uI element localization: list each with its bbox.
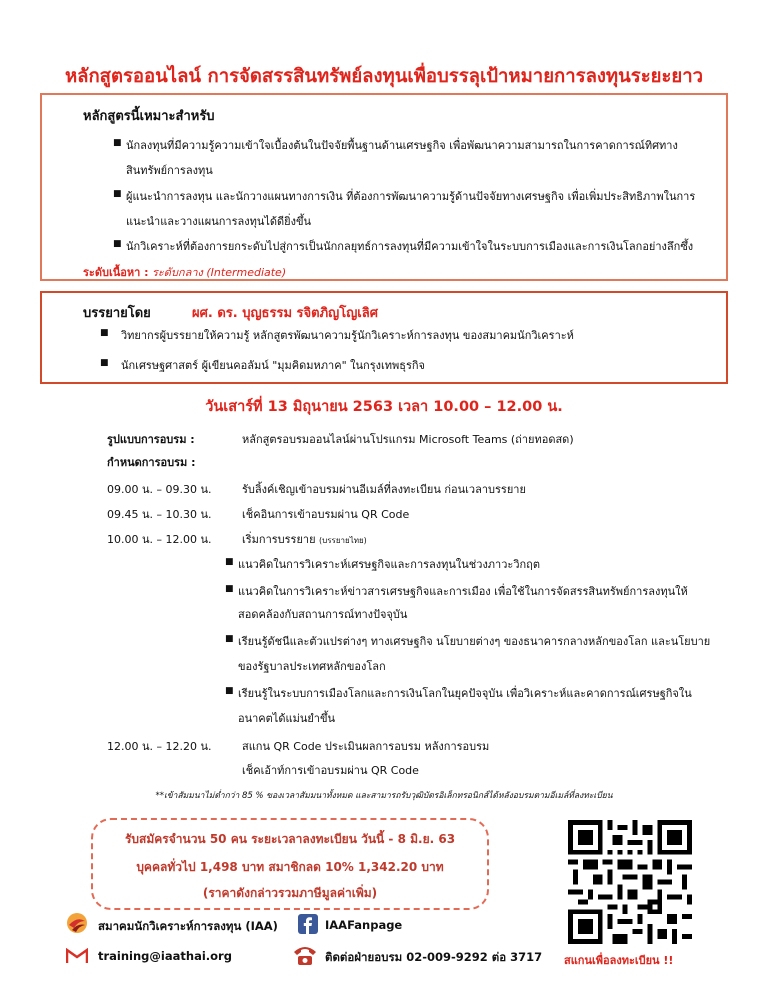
footer-email[interactable]: training@iaathai.org	[98, 949, 232, 963]
gmail-icon	[66, 948, 88, 964]
telephone-icon	[292, 944, 318, 966]
speaker-label: บรรยายโดย	[83, 306, 151, 321]
facebook-icon[interactable]	[298, 914, 318, 934]
bullet-icon: ■	[113, 138, 122, 148]
schedule-time: 09.45 น. – 10.30 น.	[107, 508, 212, 521]
attendance-note: **เข้าสัมมนาไม่ต่ำกว่า 85 % ของเวลาสัมมนาทั้งหมด และสามารถรับวุฒิบัตรอิเล็กทรอนิกส์ได้หลังอบรมตามอีเมล์ที่ลงทะเบียน	[155, 791, 613, 801]
schedule-desc: สแกน QR Code ประเมินผลการอบรม หลังการอบรม	[242, 740, 490, 753]
speaker-name: ผศ. ดร. บุญธรรม รจิตภิญโญเลิศ	[192, 306, 378, 321]
bullet-icon: ■	[113, 239, 122, 249]
bullet-icon: ■	[225, 557, 234, 567]
footer-scan-label: สแกนเพื่อลงทะเบียน !!	[564, 954, 674, 967]
content-level	[83, 263, 286, 281]
page-title: หลักสูตรออนไลน์ การจัดสรรสินทรัพย์ลงทุนเพื่อบรรลุเป้าหมายการลงทุนระยะยาว	[64, 66, 704, 87]
audience-item-1: นักลงทุนที่มีความรู้ความเข้าใจเบื้องต้นในปัจจัยพื้นฐานด้านเศรษฐกิจ เพื่อพัฒนาความสามารถในการคาดการณ์ทิศทาง	[126, 139, 678, 152]
topic-item-2-cont: สอดคล้องกับสถานการณ์ทางปัจจุบัน	[238, 608, 408, 621]
topic-item-1: แนวคิดในการวิเคราะห์เศรษฐกิจและการลงทุนในช่วงภาวะวิกฤต	[238, 558, 540, 571]
bullet-icon: ■	[225, 686, 234, 696]
iaa-logo-icon	[66, 912, 88, 934]
footer-facebook[interactable]: IAAFanpage	[325, 918, 403, 932]
schedule-desc	[242, 530, 367, 548]
topic-item-4-cont: อนาคตได้แม่นยำขึ้น	[238, 712, 336, 725]
speaker-bio-1: วิทยากรผู้บรรยายให้ความรู้ หลักสูตรพัฒนาความรู้นักวิเคราะห์การลงทุน ของสมาคมนักวิเคราะห์	[121, 329, 574, 342]
format-value: หลักสูตรอบรมออนไลน์ผ่านโปรแกรม Microsoft Teams (ถ่ายทอดสด)	[242, 433, 574, 446]
footer-phone: ติดต่อฝ่ายอบรม 02-009-9292 ต่อ 3717	[325, 950, 543, 964]
topic-item-3: เรียนรู้ดัชนีและตัวแปรต่างๆ ทางเศรษฐกิจ นโยบายต่างๆ ของธนาคารกลางหลักของโลก และนโยบาย	[238, 635, 711, 648]
schedule-desc-text: เริ่มการบรรยาย	[242, 533, 316, 546]
schedule-desc: รับลิ้งค์เชิญเข้าอบรมผ่านอีเมล์ที่ลงทะเบียน ก่อนเวลาบรรยาย	[242, 483, 526, 496]
level-label: ระดับเนื้อหา :	[83, 266, 149, 279]
bullet-icon: ■	[225, 634, 234, 644]
topic-item-4: เรียนรู้ในระบบการเมืองโลกและการเงินโลกในยุคปัจจุบัน เพื่อวิเคราะห์และคาดการณ์เศรษฐกิจใน	[238, 687, 692, 700]
bullet-icon: ■	[100, 358, 109, 368]
schedule-time: 10.00 น. – 12.00 น.	[107, 533, 212, 546]
level-value: ระดับกลาง (Intermediate)	[151, 266, 287, 279]
registration-line-3: (ราคาดังกล่าวรวมภาษีมูลค่าเพิ่ม)	[202, 886, 378, 900]
format-label: รูปแบบการอบรม :	[107, 433, 195, 446]
bullet-icon: ■	[100, 328, 109, 338]
registration-line-1: รับสมัครจำนวน 50 คน ระยะเวลาลงทะเบียน วันนี้ - 8 มิ.ย. 63	[124, 832, 456, 846]
audience-item-2-cont: แนะนำและวางแผนการลงทุนได้ดียิ่งขึ้น	[126, 215, 312, 228]
schedule-desc: เช็คอินการเข้าอบรมผ่าน QR Code	[242, 508, 410, 521]
schedule-time: 09.00 น. – 09.30 น.	[107, 483, 212, 496]
schedule-label: กำหนดการอบรม :	[107, 456, 196, 469]
schedule-desc-note: (บรรยายไทย)	[319, 536, 367, 545]
topic-item-3-cont: ของรัฐบาลประเทศหลักของโลก	[238, 660, 386, 673]
bullet-icon: ■	[225, 584, 234, 594]
speaker-bio-2: นักเศรษฐศาสตร์ ผู้เขียนคอลัมน์ "มุมคิดมหภาค" ในกรุงเทพธุรกิจ	[121, 359, 425, 372]
audience-item-1-cont: สินทรัพย์การลงทุน	[126, 164, 213, 177]
registration-line-2: บุคคลทั่วไป 1,498 บาท สมาชิกลด 10% 1,342.20 บาท	[136, 860, 444, 874]
schedule-time: 12.00 น. – 12.20 น.	[107, 740, 212, 753]
topic-item-2: แนวคิดในการวิเคราะห์ข่าวสารเศรษฐกิจและการเมือง เพื่อใช้ในการจัดสรรสินทรัพย์การลงทุนให้	[238, 585, 688, 598]
audience-item-2: ผู้แนะนำการลงทุน และนักวางแผนทางการเงิน ที่ต้องการพัฒนาความรู้ด้านปัจจัยทางเศรษฐกิจ เพื่อเพิ่มประสิทธิภาพในการ	[126, 190, 696, 203]
footer-org: สมาคมนักวิเคราะห์การลงทุน (IAA)	[98, 919, 278, 933]
audience-item-3: นักวิเคราะห์ที่ต้องการยกระดับไปสู่การเป็นนักกลยุทธ์การลงทุนที่มีความเข้าใจในระบบการเมืองและการเงินโลกอย่างลึกซึ้ง	[126, 240, 694, 253]
qr-code-icon[interactable]	[568, 820, 692, 944]
bullet-icon: ■	[113, 189, 122, 199]
schedule-desc-2: เช็คเอ้าท์การเข้าอบรมผ่าน QR Code	[242, 764, 419, 777]
event-date: วันเสาร์ที่ 13 มิถุนายน 2563 เวลา 10.00 – 12.00 น.	[205, 399, 563, 415]
audience-heading: หลักสูตรนี้เหมาะสำหรับ	[83, 109, 215, 124]
